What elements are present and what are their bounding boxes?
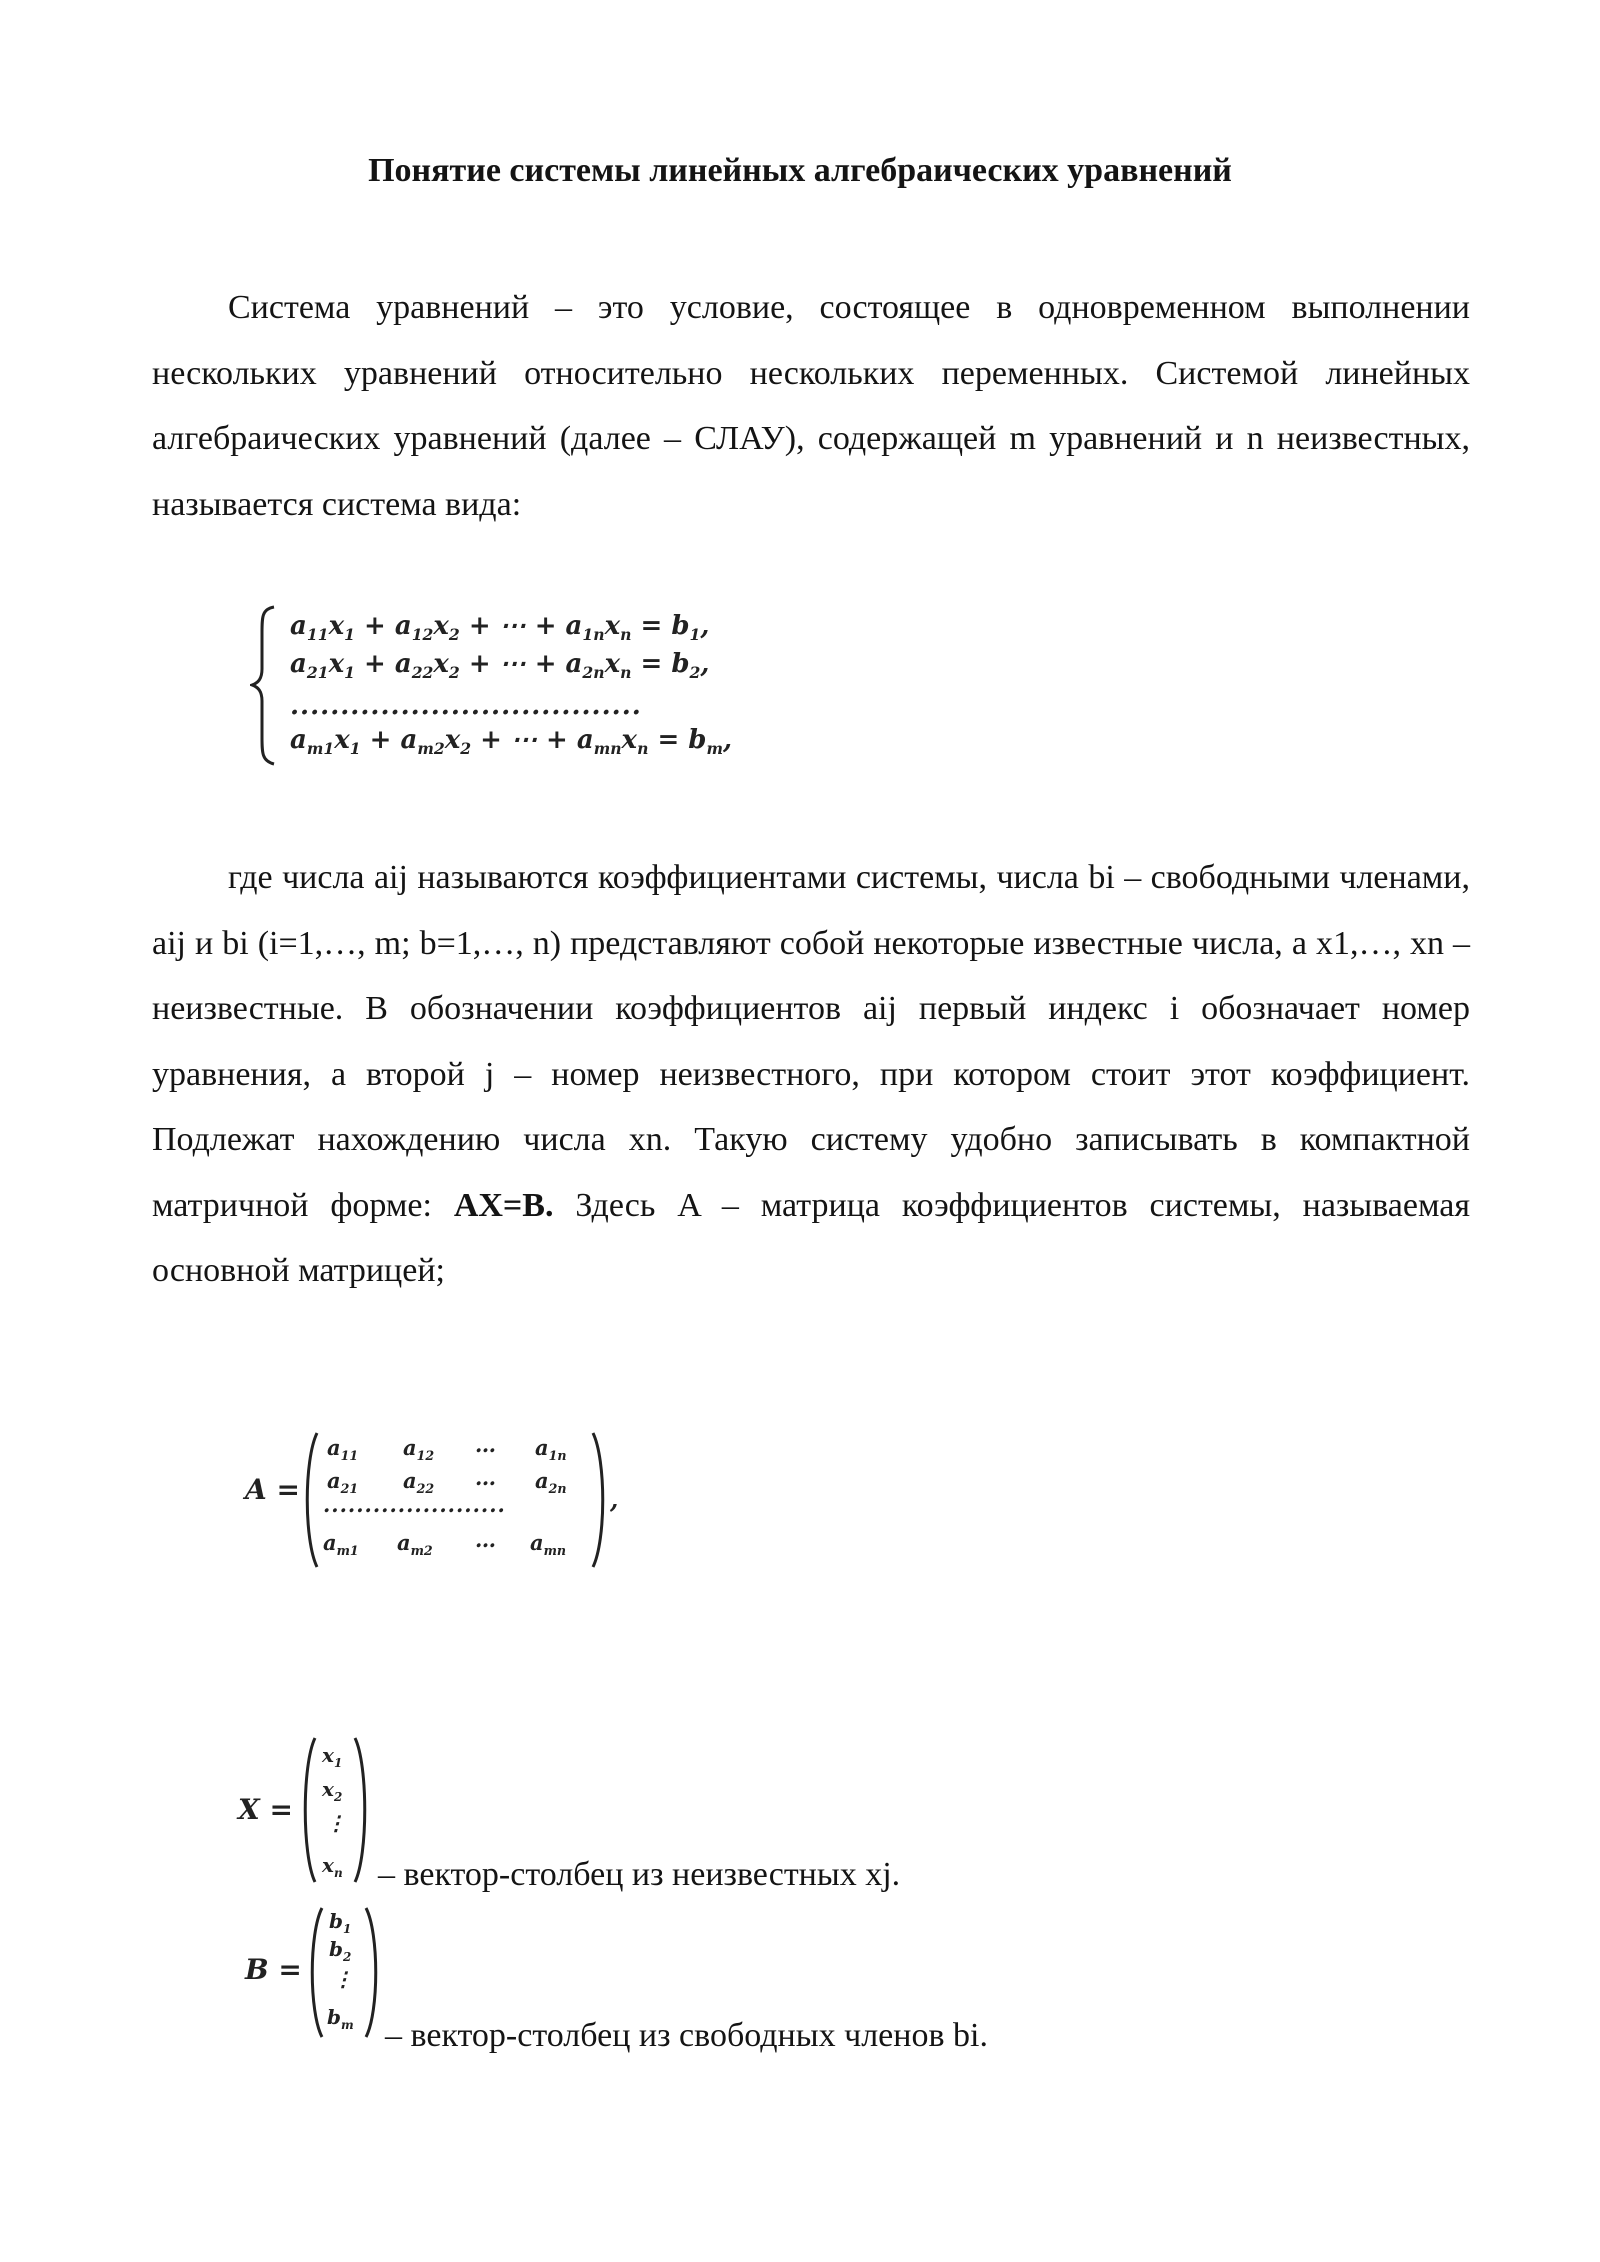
matrix-cell: $a_{11}$ [327, 1435, 359, 1464]
matrix-cell: … [475, 1527, 496, 1552]
matrix-cell: $a_{21}$ [327, 1468, 359, 1497]
vector-x-label: X = [238, 1793, 293, 1826]
paragraph-coefficients-text: где числа aij называются коэффициентами системы, числа bi – свободными членами, aij и bi (i=1,…, m; b=1,…, n) представляют собой некоторые известные числа, а x1,…, xn – неизвестные. В обозначении коэффициентов aij первый индекс i обозначает номер уравнения, а второй j – номер неизвестного, при котором стоит этот коэффициент. Подлежат нахождению числа xn. Такую систему удобно записывать в компактной матричной форме: [152, 859, 1470, 1224]
matrix-cell: $a_{22}$ [403, 1468, 435, 1497]
equation-row-2: $a_{21}x_1 + a_{22}x_2$ + ⋯ + $a_{2n}x_n = b_2$, [290, 649, 710, 683]
right-paren [363, 1905, 381, 2040]
left-brace [250, 603, 280, 768]
vector-cell: $b_m$ [327, 2005, 354, 2032]
vector-b-description: – вектор-столбец из свободных членов bi. [385, 2017, 988, 2054]
equation-row-m: $a_{m1}x_1 + a_{m2}x_2$ + ⋯ + $a_{mn}x_n = b_m$, [290, 725, 733, 759]
right-paren [352, 1735, 370, 1885]
left-paren [300, 1735, 318, 1885]
paragraph-coefficients-tail: Здесь A – матрица коэффициентов системы, называемая основной матрицей; [152, 1186, 1470, 1289]
matrix-cell: $a_{m1}$ [323, 1530, 359, 1559]
vector-cell: $x_n$ [322, 1853, 343, 1880]
left-paren [302, 1430, 320, 1570]
matrix-cell: … [475, 1432, 496, 1457]
vector-x-formula [238, 1735, 398, 1885]
vector-cell: $x_1$ [322, 1743, 343, 1770]
matrix-cell: $a_{12}$ [403, 1435, 435, 1464]
matrix-cell: … [475, 1465, 496, 1490]
equation-row-1: $a_{11}x_1 + a_{12}x_2$ + ⋯ + $a_{1n}x_n = b_1$, [290, 611, 710, 645]
equation-system-formula [250, 603, 810, 768]
matrix-form-equation: AX=B. [453, 1186, 554, 1224]
page-title: Понятие системы линейных алгебраических уравнений [368, 152, 1232, 189]
paragraph-definition [152, 275, 1470, 537]
matrix-cell: $a_{1n}$ [535, 1435, 567, 1464]
vector-b-label: B = [245, 1953, 302, 1986]
equation-ellipsis-row: ................................... [290, 691, 642, 721]
matrix-a-formula [245, 1430, 645, 1570]
vector-cell: ⋮ [326, 1811, 346, 1835]
matrix-comma: , [610, 1485, 619, 1514]
right-paren [590, 1430, 608, 1570]
matrix-ellipsis-row: ...................... [323, 1492, 506, 1517]
vector-cell: ⋮ [333, 1967, 353, 1991]
matrix-cell: $a_{2n}$ [535, 1468, 567, 1497]
vector-x-description: – вектор-столбец из неизвестных xj. [378, 1856, 901, 1893]
matrix-cell: $a_{m2}$ [397, 1530, 433, 1559]
vector-cell: $x_2$ [322, 1777, 343, 1804]
matrix-a-label: A = [245, 1473, 300, 1506]
left-paren [307, 1905, 325, 2040]
vector-cell: $b_2$ [329, 1937, 352, 1964]
vector-b-formula [245, 1905, 405, 2055]
paragraph-coefficients [152, 845, 1470, 1304]
matrix-cell: $a_{mn}$ [530, 1530, 567, 1559]
vector-cell: $b_1$ [329, 1909, 352, 1936]
paragraph-definition-text: Система уравнений – это условие, состоящее в одновременном выполнении нескольких уравнений относительно нескольких переменных. Системой линейных алгебраических уравнений (далее – СЛАУ), содержащей m уравнений и n неизвестных, называется система вида: [152, 289, 1470, 523]
